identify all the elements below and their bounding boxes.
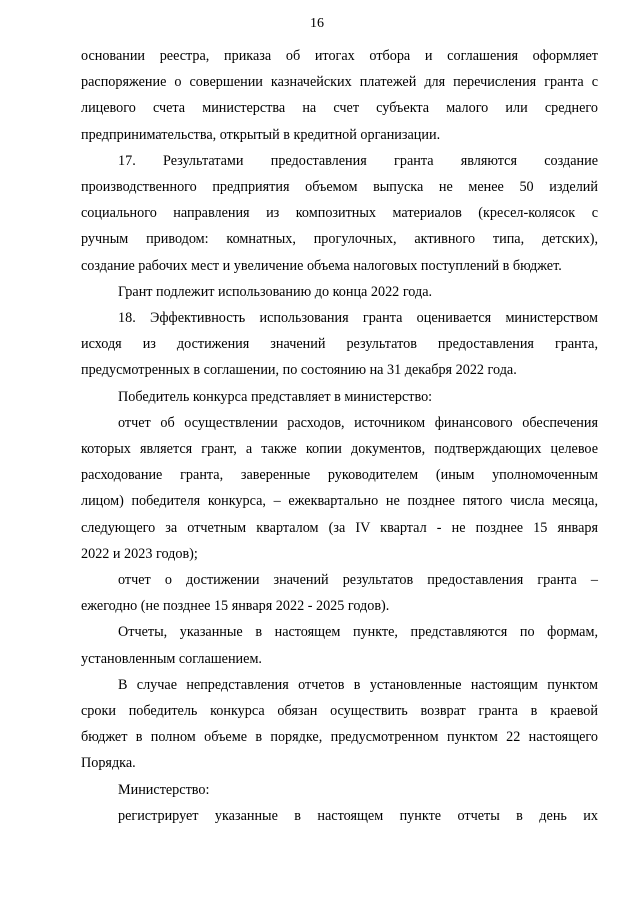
text-line: 2022 и 2023 годов); bbox=[81, 545, 198, 562]
text-line: Министерство: bbox=[118, 781, 210, 798]
text-line: следующего за отчетным кварталом (за IV квартал - не позднее 15 января bbox=[81, 519, 598, 536]
text-line: Грант подлежит использованию до конца 2022 года. bbox=[118, 283, 433, 300]
page-number: 16 bbox=[310, 16, 324, 31]
text-line: сроки победитель конкурса обязан осуществить возврат гранта в краевой bbox=[81, 703, 598, 719]
text-line: социального направления из композитных материалов (кресел-колясок с bbox=[81, 205, 598, 222]
text-line: В случае непредставления отчетов в установленные настоящим пунктом bbox=[118, 676, 598, 693]
text-line: основании реестра, приказа об итогах отбора и соглашения оформляет bbox=[81, 48, 598, 64]
text-line: отчет об осуществлении расходов, источником финансового обеспечения bbox=[118, 414, 598, 431]
text-line: установленным соглашением. bbox=[81, 650, 262, 667]
text-line: предусмотренных в соглашении, по состоянию на 31 декабря 2022 года. bbox=[81, 362, 517, 379]
text-line: ежегодно (не позднее 15 января 2022 - 2025 годов). bbox=[81, 598, 390, 615]
text-line: бюджет в полном объеме в порядке, предусмотренном пунктом 22 настоящего bbox=[81, 729, 598, 746]
text-line: отчет о достижении значений результатов предоставления гранта – bbox=[118, 572, 598, 588]
text-line: Победитель конкурса представляет в министерство: bbox=[118, 388, 433, 405]
text-line: лицом) победителя конкурса, – ежеквартально не позднее пятого числа месяца, bbox=[81, 493, 598, 510]
text-line: исходя из достижения значений результатов предоставления гранта, bbox=[81, 336, 598, 353]
text-line: создание рабочих мест и увеличение объема налоговых поступлений в бюджет. bbox=[81, 257, 562, 274]
text-line: производственного предприятия объемом выпуска не менее 50 изделий bbox=[81, 179, 598, 195]
text-line: предпринимательства, открытый в кредитной организации. bbox=[81, 126, 441, 143]
text-line: распоряжение о совершении казначейских платежей для перечисления гранта с bbox=[81, 74, 598, 91]
text-line: регистрирует указанные в настоящем пункте отчеты в день их bbox=[118, 807, 598, 824]
text-line: 17. Результатами предоставления гранта являются создание bbox=[118, 152, 598, 169]
text-line: Порядка. bbox=[81, 755, 136, 772]
text-line: расходование гранта, заверенные руководителем (иным уполномоченным bbox=[81, 467, 598, 484]
text-line: лицевого счета министерства на счет субъекта малого или среднего bbox=[81, 100, 598, 117]
text-line: ручным приводом: комнатных, прогулочных, активного типа, детских), bbox=[81, 231, 598, 248]
text-line: Отчеты, указанные в настоящем пункте, представляются по формам, bbox=[118, 624, 598, 641]
text-line: которых является грант, а также копии документов, подтверждающих целевое bbox=[81, 441, 598, 457]
text-line: 18. Эффективность использования гранта оценивается министерством bbox=[118, 310, 598, 326]
